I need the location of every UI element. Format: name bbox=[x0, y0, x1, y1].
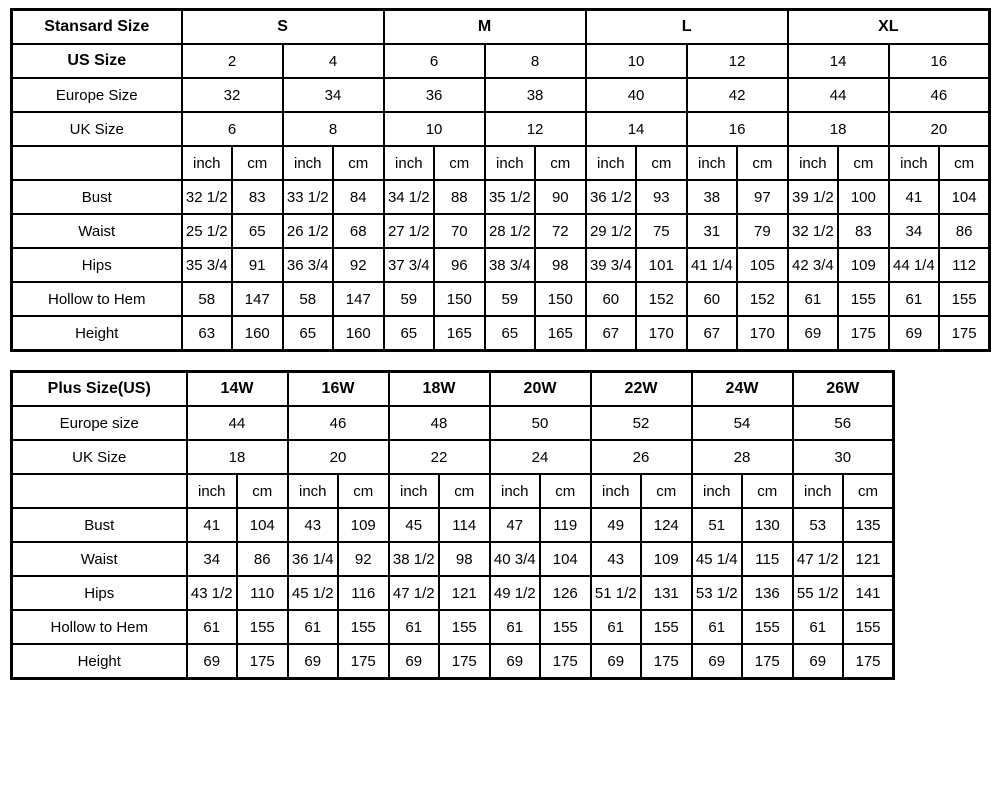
cell: 12 bbox=[687, 44, 788, 78]
cell: 170 bbox=[737, 316, 788, 351]
cell: 147 bbox=[232, 282, 283, 316]
cell: 152 bbox=[636, 282, 687, 316]
size-group-16w: 16W bbox=[288, 372, 389, 407]
plus-size-table bbox=[10, 370, 895, 680]
cell: 47 1/2 bbox=[389, 576, 440, 610]
unit-cell: inch bbox=[384, 146, 435, 180]
cell: 45 1/4 bbox=[692, 542, 743, 576]
cell: 100 bbox=[838, 180, 889, 214]
cell: 96 bbox=[434, 248, 485, 282]
row-label-uk-size: UK Size bbox=[12, 112, 182, 146]
cell: 61 bbox=[490, 610, 541, 644]
cell: 48 bbox=[389, 406, 490, 440]
cell: 39 1/2 bbox=[788, 180, 839, 214]
cell: 10 bbox=[384, 112, 485, 146]
cell: 84 bbox=[333, 180, 384, 214]
cell: 42 bbox=[687, 78, 788, 112]
unit-cell: cm bbox=[737, 146, 788, 180]
cell: 56 bbox=[793, 406, 894, 440]
cell: 41 bbox=[889, 180, 940, 214]
cell: 6 bbox=[182, 112, 283, 146]
cell: 49 bbox=[591, 508, 642, 542]
cell: 58 bbox=[182, 282, 233, 316]
cell: 88 bbox=[434, 180, 485, 214]
row-label-waist: Waist bbox=[12, 542, 187, 576]
cell: 69 bbox=[692, 644, 743, 679]
cell: 141 bbox=[843, 576, 894, 610]
cell: 86 bbox=[939, 214, 990, 248]
unit-cell: cm bbox=[939, 146, 990, 180]
cell: 58 bbox=[283, 282, 334, 316]
cell: 14 bbox=[788, 44, 889, 78]
cell: 65 bbox=[232, 214, 283, 248]
cell: 165 bbox=[434, 316, 485, 351]
unit-cell: inch bbox=[586, 146, 637, 180]
cell: 61 bbox=[288, 610, 339, 644]
row-label-uk-size: UK Size bbox=[12, 440, 187, 474]
cell: 33 1/2 bbox=[283, 180, 334, 214]
cell: 31 bbox=[687, 214, 738, 248]
table-row bbox=[12, 644, 894, 679]
cell: 54 bbox=[692, 406, 793, 440]
cell: 41 bbox=[187, 508, 238, 542]
cell: 59 bbox=[384, 282, 435, 316]
cell: 75 bbox=[636, 214, 687, 248]
cell: 155 bbox=[439, 610, 490, 644]
cell: 147 bbox=[333, 282, 384, 316]
row-label-hips: Hips bbox=[12, 248, 182, 282]
table-row bbox=[12, 440, 894, 474]
cell: 101 bbox=[636, 248, 687, 282]
row-label-bust: Bust bbox=[12, 508, 187, 542]
cell: 44 bbox=[788, 78, 889, 112]
cell: 155 bbox=[338, 610, 389, 644]
cell: 32 1/2 bbox=[182, 180, 233, 214]
cell: 16 bbox=[687, 112, 788, 146]
cell: 175 bbox=[439, 644, 490, 679]
cell: 131 bbox=[641, 576, 692, 610]
cell: 10 bbox=[586, 44, 687, 78]
cell: 65 bbox=[485, 316, 536, 351]
cell: 28 bbox=[692, 440, 793, 474]
unit-cell: inch bbox=[182, 146, 233, 180]
cell: 52 bbox=[591, 406, 692, 440]
cell: 69 bbox=[788, 316, 839, 351]
unit-cell: cm bbox=[333, 146, 384, 180]
unit-cell: cm bbox=[838, 146, 889, 180]
cell: 51 bbox=[692, 508, 743, 542]
cell: 92 bbox=[338, 542, 389, 576]
unit-cell: inch bbox=[889, 146, 940, 180]
unit-cell: cm bbox=[641, 474, 692, 508]
cell: 45 1/2 bbox=[288, 576, 339, 610]
cell: 39 3/4 bbox=[586, 248, 637, 282]
cell: 109 bbox=[641, 542, 692, 576]
cell: 53 1/2 bbox=[692, 576, 743, 610]
cell: 4 bbox=[283, 44, 384, 78]
cell: 29 1/2 bbox=[586, 214, 637, 248]
cell: 16 bbox=[889, 44, 990, 78]
cell: 152 bbox=[737, 282, 788, 316]
cell: 175 bbox=[843, 644, 894, 679]
cell: 130 bbox=[742, 508, 793, 542]
table-row bbox=[12, 576, 894, 610]
cell: 61 bbox=[187, 610, 238, 644]
cell: 136 bbox=[742, 576, 793, 610]
cell: 119 bbox=[540, 508, 591, 542]
cell: 44 bbox=[187, 406, 288, 440]
table-row bbox=[12, 316, 990, 351]
cell: 121 bbox=[843, 542, 894, 576]
cell: 175 bbox=[338, 644, 389, 679]
row-label-bust: Bust bbox=[12, 180, 182, 214]
table-row bbox=[12, 44, 990, 78]
cell: 109 bbox=[838, 248, 889, 282]
size-group-26w: 26W bbox=[793, 372, 894, 407]
cell: 42 3/4 bbox=[788, 248, 839, 282]
cell: 60 bbox=[687, 282, 738, 316]
table-row bbox=[12, 542, 894, 576]
cell: 60 bbox=[586, 282, 637, 316]
size-group-24w: 24W bbox=[692, 372, 793, 407]
cell: 35 3/4 bbox=[182, 248, 233, 282]
cell: 67 bbox=[687, 316, 738, 351]
cell: 34 bbox=[889, 214, 940, 248]
cell: 34 bbox=[283, 78, 384, 112]
unit-cell: cm bbox=[439, 474, 490, 508]
unit-cell: cm bbox=[338, 474, 389, 508]
cell: 44 1/4 bbox=[889, 248, 940, 282]
cell: 98 bbox=[535, 248, 586, 282]
cell: 26 1/2 bbox=[283, 214, 334, 248]
size-group-l: L bbox=[586, 10, 788, 45]
cell: 61 bbox=[793, 610, 844, 644]
cell: 65 bbox=[384, 316, 435, 351]
cell: 65 bbox=[283, 316, 334, 351]
cell: 47 1/2 bbox=[793, 542, 844, 576]
cell: 175 bbox=[742, 644, 793, 679]
unit-cell: cm bbox=[535, 146, 586, 180]
unit-cell: inch bbox=[283, 146, 334, 180]
cell: 63 bbox=[182, 316, 233, 351]
cell: 25 1/2 bbox=[182, 214, 233, 248]
cell: 30 bbox=[793, 440, 894, 474]
cell: 36 1/4 bbox=[288, 542, 339, 576]
cell: 69 bbox=[187, 644, 238, 679]
unit-cell: inch bbox=[692, 474, 743, 508]
cell: 121 bbox=[439, 576, 490, 610]
cell: 69 bbox=[389, 644, 440, 679]
unit-cell: inch bbox=[389, 474, 440, 508]
cell: 69 bbox=[591, 644, 642, 679]
cell: 67 bbox=[586, 316, 637, 351]
cell: 59 bbox=[485, 282, 536, 316]
cell: 155 bbox=[838, 282, 889, 316]
cell: 32 bbox=[182, 78, 283, 112]
cell: 160 bbox=[232, 316, 283, 351]
unit-row-blank-label bbox=[12, 474, 187, 508]
unit-cell: inch bbox=[187, 474, 238, 508]
cell: 69 bbox=[490, 644, 541, 679]
unit-cell: cm bbox=[237, 474, 288, 508]
cell: 105 bbox=[737, 248, 788, 282]
unit-cell: inch bbox=[490, 474, 541, 508]
plus-size-table-body bbox=[12, 372, 894, 679]
plus-size-table-wrapper bbox=[10, 370, 988, 680]
cell: 40 bbox=[586, 78, 687, 112]
cell: 90 bbox=[535, 180, 586, 214]
row-label-europe-size: Europe size bbox=[12, 406, 187, 440]
cell: 72 bbox=[535, 214, 586, 248]
cell: 175 bbox=[939, 316, 990, 351]
unit-cell: inch bbox=[788, 146, 839, 180]
cell: 83 bbox=[838, 214, 889, 248]
unit-cell: cm bbox=[843, 474, 894, 508]
cell: 45 bbox=[389, 508, 440, 542]
cell: 43 1/2 bbox=[187, 576, 238, 610]
table-row bbox=[12, 180, 990, 214]
unit-cell: cm bbox=[540, 474, 591, 508]
size-group-xl: XL bbox=[788, 10, 990, 45]
row-label-waist: Waist bbox=[12, 214, 182, 248]
cell: 34 1/2 bbox=[384, 180, 435, 214]
cell: 41 1/4 bbox=[687, 248, 738, 282]
cell: 93 bbox=[636, 180, 687, 214]
cell: 38 bbox=[687, 180, 738, 214]
cell: 112 bbox=[939, 248, 990, 282]
cell: 92 bbox=[333, 248, 384, 282]
cell: 26 bbox=[591, 440, 692, 474]
cell: 36 1/2 bbox=[586, 180, 637, 214]
cell: 116 bbox=[338, 576, 389, 610]
unit-cell: cm bbox=[434, 146, 485, 180]
cell: 109 bbox=[338, 508, 389, 542]
cell: 110 bbox=[237, 576, 288, 610]
cell: 124 bbox=[641, 508, 692, 542]
cell: 37 3/4 bbox=[384, 248, 435, 282]
cell: 155 bbox=[939, 282, 990, 316]
size-group-22w: 22W bbox=[591, 372, 692, 407]
cell: 69 bbox=[793, 644, 844, 679]
table-row bbox=[12, 248, 990, 282]
unit-cell: cm bbox=[636, 146, 687, 180]
table-row bbox=[12, 610, 894, 644]
cell: 114 bbox=[439, 508, 490, 542]
cell: 104 bbox=[540, 542, 591, 576]
cell: 24 bbox=[490, 440, 591, 474]
cell: 36 3/4 bbox=[283, 248, 334, 282]
cell: 34 bbox=[187, 542, 238, 576]
cell: 27 1/2 bbox=[384, 214, 435, 248]
cell: 6 bbox=[384, 44, 485, 78]
standard-size-table bbox=[10, 8, 991, 352]
cell: 28 1/2 bbox=[485, 214, 536, 248]
cell: 8 bbox=[283, 112, 384, 146]
row-label-height: Height bbox=[12, 316, 182, 351]
cell: 53 bbox=[793, 508, 844, 542]
cell: 69 bbox=[889, 316, 940, 351]
cell: 98 bbox=[439, 542, 490, 576]
cell: 61 bbox=[692, 610, 743, 644]
cell: 38 1/2 bbox=[389, 542, 440, 576]
cell: 104 bbox=[237, 508, 288, 542]
cell: 18 bbox=[187, 440, 288, 474]
cell: 175 bbox=[237, 644, 288, 679]
cell: 68 bbox=[333, 214, 384, 248]
cell: 150 bbox=[535, 282, 586, 316]
size-group-14w: 14W bbox=[187, 372, 288, 407]
cell: 160 bbox=[333, 316, 384, 351]
unit-cell: cm bbox=[232, 146, 283, 180]
cell: 50 bbox=[490, 406, 591, 440]
cell: 170 bbox=[636, 316, 687, 351]
unit-cell: inch bbox=[288, 474, 339, 508]
cell: 61 bbox=[389, 610, 440, 644]
table-row bbox=[12, 282, 990, 316]
cell: 8 bbox=[485, 44, 586, 78]
cell: 69 bbox=[288, 644, 339, 679]
unit-cell: inch bbox=[485, 146, 536, 180]
cell: 22 bbox=[389, 440, 490, 474]
cell: 165 bbox=[535, 316, 586, 351]
cell: 35 1/2 bbox=[485, 180, 536, 214]
cell: 155 bbox=[742, 610, 793, 644]
cell: 61 bbox=[788, 282, 839, 316]
size-group-m: M bbox=[384, 10, 586, 45]
table-row-plus-header bbox=[12, 372, 894, 407]
row-label-us-size: US Size bbox=[12, 44, 182, 78]
cell: 46 bbox=[288, 406, 389, 440]
standard-title: Stansard Size bbox=[12, 10, 182, 45]
cell: 97 bbox=[737, 180, 788, 214]
row-label-europe-size: Europe Size bbox=[12, 78, 182, 112]
cell: 91 bbox=[232, 248, 283, 282]
table-row bbox=[12, 78, 990, 112]
unit-cell: inch bbox=[591, 474, 642, 508]
size-group-18w: 18W bbox=[389, 372, 490, 407]
unit-cell: inch bbox=[687, 146, 738, 180]
cell: 155 bbox=[540, 610, 591, 644]
cell: 51 1/2 bbox=[591, 576, 642, 610]
unit-cell: inch bbox=[793, 474, 844, 508]
row-label-hollow-to-hem: Hollow to Hem bbox=[12, 610, 187, 644]
size-group-20w: 20W bbox=[490, 372, 591, 407]
cell: 38 bbox=[485, 78, 586, 112]
cell: 83 bbox=[232, 180, 283, 214]
cell: 126 bbox=[540, 576, 591, 610]
row-label-hips: Hips bbox=[12, 576, 187, 610]
unit-row-blank-label bbox=[12, 146, 182, 180]
cell: 40 3/4 bbox=[490, 542, 541, 576]
cell: 61 bbox=[889, 282, 940, 316]
cell: 14 bbox=[586, 112, 687, 146]
table-row bbox=[12, 508, 894, 542]
cell: 155 bbox=[237, 610, 288, 644]
table-row-units bbox=[12, 474, 894, 508]
cell: 135 bbox=[843, 508, 894, 542]
cell: 43 bbox=[591, 542, 642, 576]
cell: 155 bbox=[843, 610, 894, 644]
cell: 12 bbox=[485, 112, 586, 146]
cell: 47 bbox=[490, 508, 541, 542]
cell: 115 bbox=[742, 542, 793, 576]
cell: 38 3/4 bbox=[485, 248, 536, 282]
table-row bbox=[12, 406, 894, 440]
cell: 49 1/2 bbox=[490, 576, 541, 610]
cell: 70 bbox=[434, 214, 485, 248]
size-group-s: S bbox=[182, 10, 384, 45]
cell: 32 1/2 bbox=[788, 214, 839, 248]
cell: 175 bbox=[540, 644, 591, 679]
unit-cell: cm bbox=[742, 474, 793, 508]
cell: 175 bbox=[838, 316, 889, 351]
cell: 86 bbox=[237, 542, 288, 576]
cell: 36 bbox=[384, 78, 485, 112]
cell: 104 bbox=[939, 180, 990, 214]
cell: 2 bbox=[182, 44, 283, 78]
plus-title: Plus Size(US) bbox=[12, 372, 187, 407]
cell: 20 bbox=[288, 440, 389, 474]
cell: 175 bbox=[641, 644, 692, 679]
cell: 155 bbox=[641, 610, 692, 644]
standard-size-table-body bbox=[12, 10, 990, 351]
cell: 79 bbox=[737, 214, 788, 248]
cell: 43 bbox=[288, 508, 339, 542]
table-row-units bbox=[12, 146, 990, 180]
table-row bbox=[12, 112, 990, 146]
row-label-height: Height bbox=[12, 644, 187, 679]
table-row-standard-header bbox=[12, 10, 990, 45]
row-label-hollow-to-hem: Hollow to Hem bbox=[12, 282, 182, 316]
table-row bbox=[12, 214, 990, 248]
cell: 150 bbox=[434, 282, 485, 316]
cell: 46 bbox=[889, 78, 990, 112]
cell: 61 bbox=[591, 610, 642, 644]
cell: 55 1/2 bbox=[793, 576, 844, 610]
cell: 20 bbox=[889, 112, 990, 146]
cell: 18 bbox=[788, 112, 889, 146]
